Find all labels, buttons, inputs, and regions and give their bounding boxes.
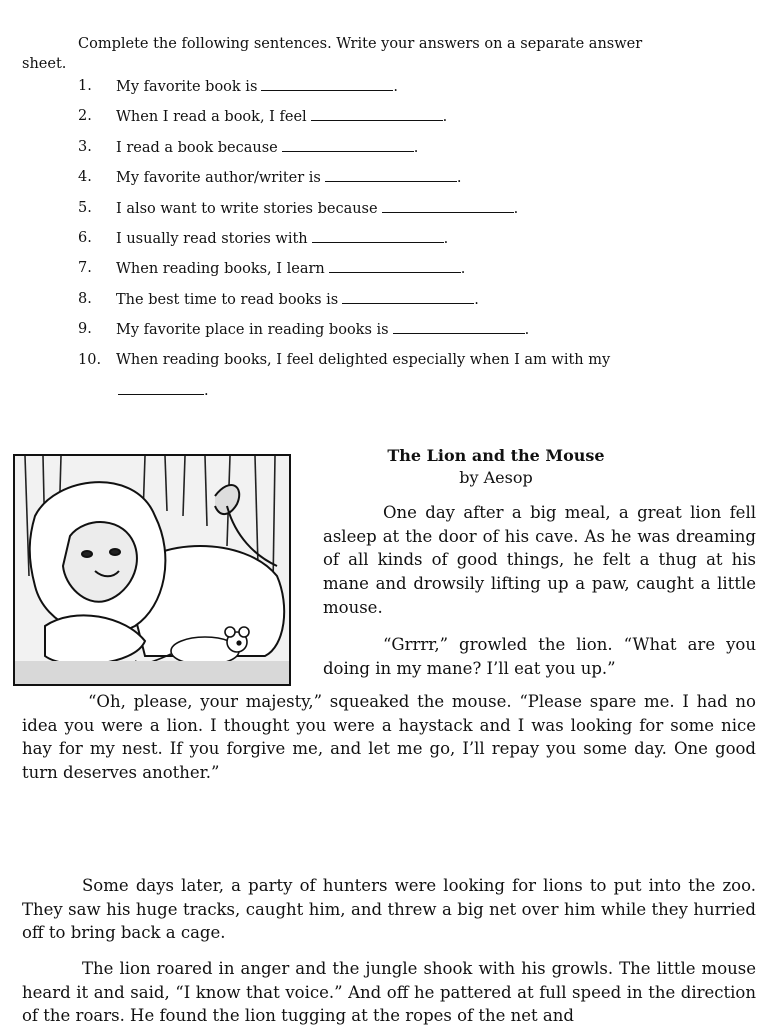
question-end: . <box>456 170 462 187</box>
question-text: I read a book because <box>116 139 278 156</box>
answer-blank <box>118 380 204 395</box>
question-end: . <box>524 322 530 339</box>
story-title: The Lion and the Mouse <box>387 446 605 465</box>
question-text: My favorite author/writer is <box>116 170 321 187</box>
question-number: 2. <box>78 108 92 125</box>
answer-blank <box>282 137 414 152</box>
answer-blank <box>325 167 457 182</box>
question-10-blank <box>118 380 209 399</box>
answer-blank <box>393 319 525 334</box>
question-item <box>78 258 718 288</box>
question-text: When I read a book, I feel <box>116 109 307 126</box>
question-list <box>78 76 718 380</box>
story-paragraph: Some days later, a party of hunters were looking for lions to put into the zoo. They saw his huge tracks, caught him, and threw a big net over him while they hurried off to bring back a cage. <box>22 876 756 943</box>
story-paragraph: One day after a big meal, a great lion fell asleep at the door of his cave. As he was dreaming of all kinds of good things, he felt a thug at his mane and drowsily lifting up a paw, caught a little mouse. <box>323 503 756 617</box>
question-item <box>78 228 718 258</box>
question-item <box>78 319 718 349</box>
question-number: 4. <box>78 169 92 186</box>
answer-blank <box>311 106 443 121</box>
question-item <box>78 137 718 167</box>
question-end: . <box>443 230 449 247</box>
question-text: The best time to read books is <box>116 291 339 308</box>
lion-and-mouse-illustration <box>13 454 291 686</box>
question-number: 3. <box>78 138 92 155</box>
question-item <box>78 198 718 228</box>
question-number: 9. <box>78 321 92 338</box>
question-end: . <box>204 383 209 399</box>
question-end: . <box>442 109 448 126</box>
story-paragraph: “Grrrr,” growled the lion. “What are you doing in my mane? I’ll eat you up.” <box>323 635 756 678</box>
question-end: . <box>474 291 479 308</box>
question-text: When reading books, I feel delighted especially when I am with my <box>116 351 611 368</box>
question-text: When reading books, I learn <box>116 261 325 278</box>
question-number: 5. <box>78 199 92 216</box>
story-author: by Aesop <box>459 468 533 487</box>
question-number: 10. <box>78 351 102 368</box>
question-item <box>78 106 718 136</box>
question-text: I usually read stories with <box>116 230 308 247</box>
question-end: . <box>413 139 419 156</box>
question-end: . <box>393 79 398 95</box>
question-text: My favorite place in reading books is <box>116 322 389 339</box>
story-paragraph: “Oh, please, your majesty,” squeaked the mouse. “Please spare me. I had no idea you were a lion. I thought you were a haystack and I was looking for some nice hay for my nest. If you forgive me, and let me go, I’ll repay you some day. One good turn deserves another.” <box>22 692 756 783</box>
question-item <box>78 167 718 197</box>
question-item <box>78 350 718 380</box>
question-number: 7. <box>78 260 92 277</box>
answer-blank <box>342 289 474 304</box>
answer-blank <box>261 76 393 91</box>
question-text: My favorite book is <box>116 79 258 95</box>
question-number: 6. <box>78 229 92 246</box>
story-paragraph: The lion roared in anger and the jungle shook with his growls. The little mouse heard it and said, “I know that voice.” And off he pattered at full speed in the direction of the roars. He found the lion tugging at the ropes of the net and <box>22 959 756 1026</box>
answer-blank <box>382 198 514 213</box>
answer-blank <box>312 228 444 243</box>
question-text: I also want to write stories because <box>116 200 378 217</box>
question-number: 8. <box>78 290 92 307</box>
answer-blank <box>329 258 461 273</box>
question-item <box>78 289 718 319</box>
instructions-line-1: Complete the following sentences. Write your answers on a separate answer <box>78 36 643 52</box>
question-number: 1. <box>78 78 92 94</box>
question-end: . <box>460 261 466 278</box>
question-end: . <box>513 200 519 217</box>
question-item <box>78 76 718 106</box>
instructions-line-2: sheet. <box>22 56 67 72</box>
